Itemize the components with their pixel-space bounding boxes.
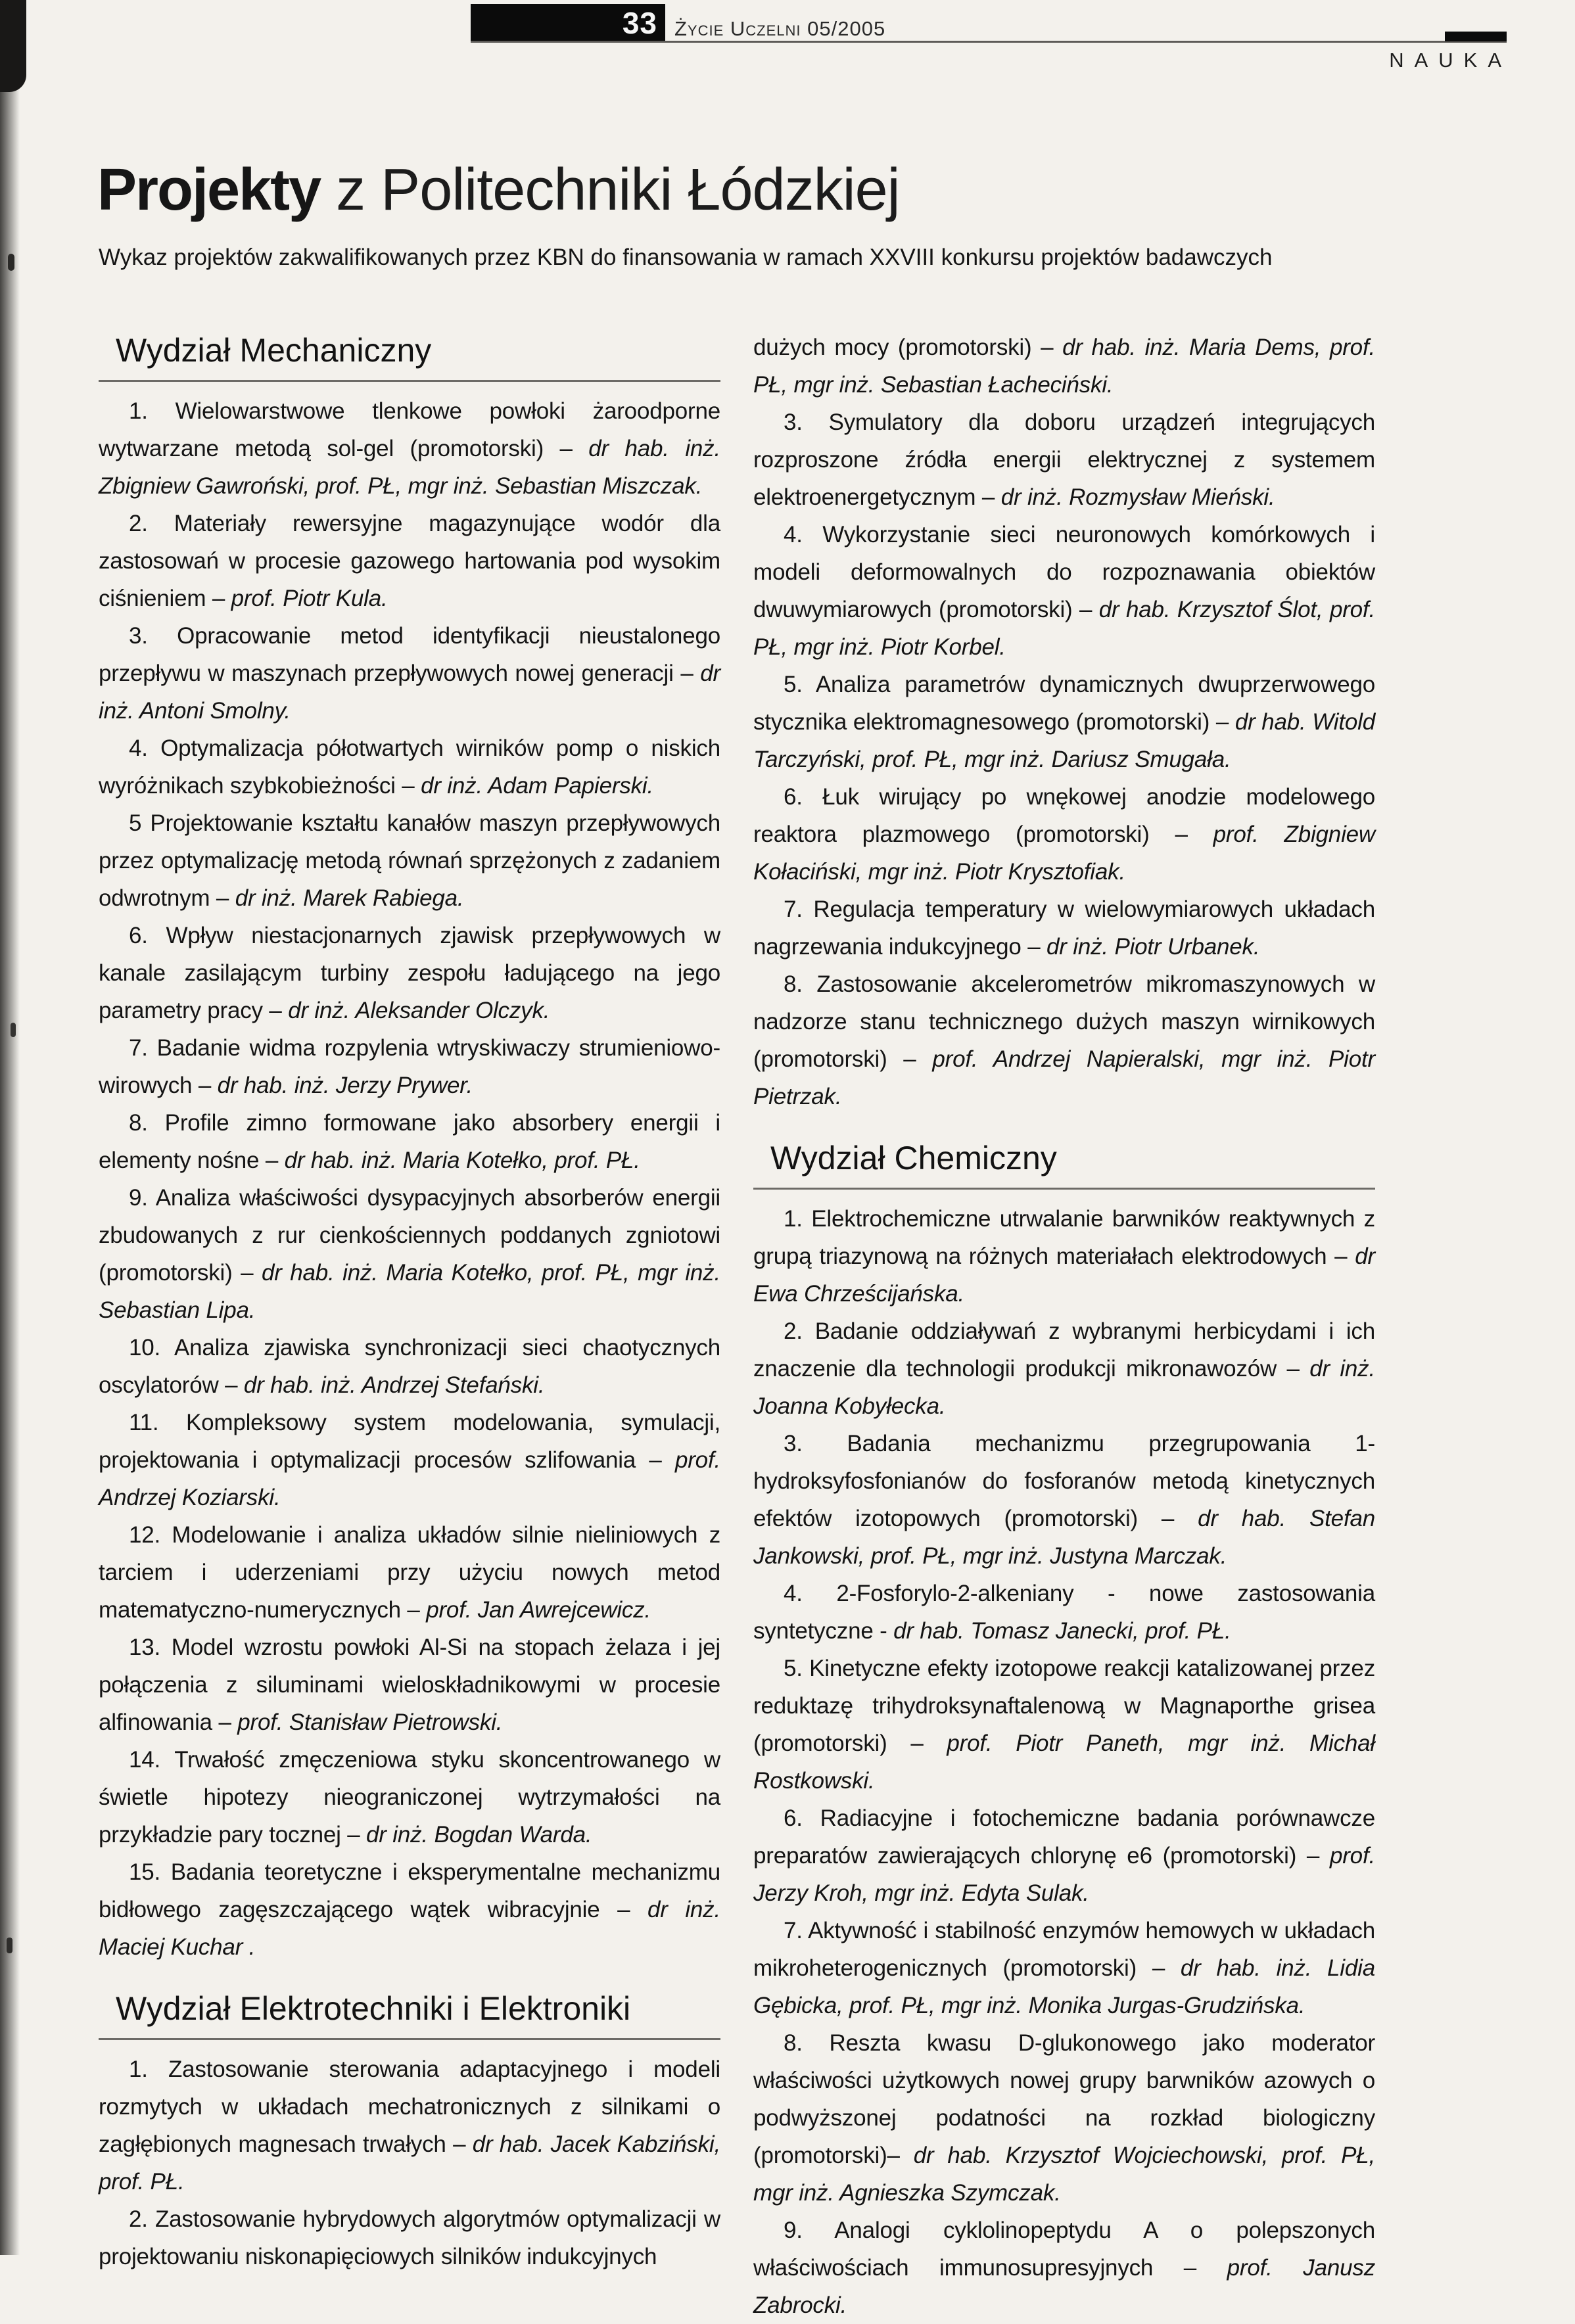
- project-item: [99, 1404, 720, 1516]
- project-item-text: 9. Analogi cyklolinopeptydu A o polepszonych właściwościach immunosupresyjnych –: [753, 2218, 1375, 2281]
- project-item: [753, 1200, 1375, 1313]
- project-item-text: 8. Reszta kwasu D-glukonowego jako moderator właściwości użytkowych nowej grupy barwników azowych o podwyższonej podatności na rozkład biologiczny (promotorski)–: [753, 2030, 1375, 2168]
- project-item: [753, 778, 1375, 891]
- project-item: [99, 2200, 720, 2275]
- project-item-text: 4. Optymalizacja półotwartych wirników pomp o niskich wyróżnikach szybkobieżności –: [99, 735, 720, 799]
- section-black-bar: [1445, 32, 1507, 41]
- project-item-authors: dr inż. Adam Papierski.: [421, 773, 654, 799]
- project-item-text: 4. Wykorzystanie sieci neuronowych komórkowych i modeli deformowalnych do rozpoznawania obiektów dwuwymiarowych (promotorski) –: [753, 522, 1375, 622]
- project-item: [99, 917, 720, 1029]
- project-item-text: 5. Analiza parametrów dynamicznych dwuprzerwowego stycznika elektromagnesowego (promotorski) –: [753, 672, 1375, 735]
- page-number: 33: [622, 6, 657, 40]
- project-item-authors: dr inż. Piotr Urbanek.: [1046, 934, 1260, 960]
- project-item-text: 5. Kinetyczne efekty izotopowe reakcji katalizowanej przez reduktazę trihydroksynaftalenową w Magnaporthe grisea (promotorski) –: [753, 1656, 1375, 1756]
- project-item-text: 7. Regulacja temperatury w wielowymiarowych układach nagrzewania indukcyjnego –: [753, 896, 1375, 960]
- project-item: [99, 2051, 720, 2200]
- project-item: [99, 1329, 720, 1404]
- project-item-authors: prof. Andrzej Koziarski.: [99, 1447, 720, 1510]
- project-item-authors: dr inż. Rozmysław Mieński.: [1000, 484, 1275, 510]
- project-item-text: 1. Wielowarstwowe tlenkowe powłoki żaroodporne wytwarzane metodą sol-gel (promotorski) –: [99, 398, 720, 461]
- project-item-text: 1. Elektrochemiczne utrwalanie barwników reaktywnych z grupą triazynową na różnych materiałach elektrodowych –: [753, 1206, 1375, 1269]
- project-item: [99, 1741, 720, 1853]
- page-subtitle: Wykaz projektów zakwalifikowanych przez KBN do finansowania w ramach XXVIII konkursu projektów badawczych: [99, 244, 1273, 270]
- project-item: [753, 666, 1375, 778]
- project-item: [99, 392, 720, 505]
- project-item: [753, 1425, 1375, 1575]
- project-item: [753, 516, 1375, 666]
- project-item-text: 9. Analiza właściwości dysypacyjnych absorberów energii zbudowanych z rur cienkościennych poddanych zgniotowi (promotorski) –: [99, 1185, 720, 1286]
- section-heading: Wydział Chemiczny: [753, 1139, 1375, 1190]
- project-item-authors: dr hab. inż. Maria Dems, prof. PŁ, mgr inż. Sebastian Łacheciński.: [753, 335, 1376, 398]
- project-item-text: 8. Zastosowanie akcelerometrów mikromaszynowych w nadzorze stanu technicznego dużych maszyn wirnikowych (promotorski) –: [753, 971, 1375, 1072]
- project-item-text: 3. Badania mechanizmu przegrupowania 1-hydroksyfosfonianów do fosforanów metodą kinetycznych efektów izotopowych (promotorski) –: [753, 1431, 1375, 1531]
- project-item-authors: prof. Jerzy Kroh, mgr inż. Edyta Sulak.: [753, 1843, 1375, 1906]
- project-item-authors: dr hab. inż. Maria Kotełko, prof. PŁ, mgr inż. Sebastian Lipa.: [99, 1260, 720, 1323]
- project-item-authors: dr hab. Tomasz Janecki, prof. PŁ.: [893, 1618, 1231, 1644]
- section-heading: Wydział Mechaniczny: [99, 331, 720, 382]
- project-item: [753, 1650, 1375, 1800]
- project-item-text: 4. 2-Fosforylo-2-alkeniany - nowe zastosowania syntetyczne -: [753, 1581, 1375, 1644]
- project-item-authors: dr hab. Stefan Jankowski, prof. PŁ, mgr inż. Justyna Marczak.: [753, 1506, 1375, 1569]
- project-item-text: 2. Zastosowanie hybrydowych algorytmów optymalizacji w projektowaniu niskonapięciowych silników indukcyjnych: [99, 2206, 720, 2269]
- header-rule: [471, 41, 1507, 43]
- project-item-authors: dr inż. Maciej Kuchar .: [99, 1897, 720, 1960]
- project-item-authors: dr inż. Joanna Kobyłecka.: [753, 1356, 1375, 1419]
- project-item-text: 6. Wpływ niestacjonarnych zjawisk przepływowych w kanale zasilającym turbiny zespołu ładującego na jego parametry pracy –: [99, 923, 720, 1023]
- project-item-authors: dr hab. inż. Zbigniew Gawroński, prof. PŁ, mgr inż. Sebastian Miszczak.: [99, 436, 720, 499]
- journal-title: Życie Uczelni 05/2005: [674, 17, 886, 40]
- header-black-bar: [471, 4, 665, 42]
- project-item: [753, 1800, 1375, 1912]
- right-column: [753, 329, 1375, 2324]
- project-item-text: 3. Opracowanie metod identyfikacji nieustalonego przepływu w maszynach przepływowych nowej generacji –: [99, 623, 720, 686]
- project-item-authors: dr hab. inż. Lidia Gębicka, prof. PŁ, mgr inż. Monika Jurgas-Grudzińska.: [753, 1955, 1375, 2018]
- project-item: [99, 1104, 720, 1179]
- section-label: NAUKA: [1389, 49, 1512, 72]
- project-item: [753, 1313, 1375, 1425]
- left-column: [99, 329, 720, 2324]
- page-title-bold: Projekty: [97, 157, 321, 223]
- project-item-text: dużych mocy (promotorski) –: [753, 335, 1063, 360]
- scan-spine-shadow: [0, 0, 20, 2255]
- project-item: [99, 1516, 720, 1629]
- project-item-text: 6. Radiacyjne i fotochemiczne badania porównawcze preparatów zawierających chlorynę e6 (promotorski) –: [753, 1805, 1375, 1869]
- project-item-text: 8. Profile zimno formowane jako absorbery energii i elementy nośne –: [99, 1110, 720, 1173]
- project-item-authors: dr inż. Bogdan Warda.: [366, 1822, 592, 1848]
- project-item-text: 2. Materiały rewersyjne magazynujące wodór dla zastosowań w procesie gazowego hartowania pod wysokim ciśnieniem –: [99, 511, 720, 611]
- project-item: [99, 1179, 720, 1329]
- project-item: [753, 2024, 1375, 2212]
- page-title: [97, 156, 900, 224]
- project-item-text: 15. Badania teoretyczne i eksperymentalne mechanizmu bidłowego zagęszczającego wątek wibracyjnie –: [99, 1859, 720, 1922]
- project-item-text: 13. Model wzrostu powłoki Al-Si na stopach żelaza i jej połączenia z siluminami wieloskładnikowymi w procesie alfinowania –: [99, 1635, 720, 1735]
- project-item-authors: prof. Piotr Paneth, mgr inż. Michał Rostkowski.: [753, 1731, 1375, 1794]
- project-item-authors: prof. Zbigniew Kołaciński, mgr inż. Piotr Krysztofiak.: [753, 822, 1375, 885]
- project-item-text: 10. Analiza zjawiska synchronizacji sieci chaotycznych oscylatorów –: [99, 1335, 720, 1398]
- project-item-authors: prof. Stanisław Pietrowski.: [237, 1709, 503, 1735]
- project-item-authors: prof. Jan Awrejcewicz.: [426, 1597, 651, 1623]
- project-item-authors: dr hab. inż. Maria Kotełko, prof. PŁ.: [284, 1148, 640, 1173]
- project-item-authors: dr hab. Krzysztof Ślot, prof. PŁ, mgr inż. Piotr Korbel.: [753, 597, 1375, 660]
- project-item: [753, 1575, 1375, 1650]
- article-body: [99, 329, 1479, 2324]
- scan-speck: [8, 254, 14, 271]
- project-item: [753, 965, 1375, 1115]
- project-item-text: 6. Łuk wirujący po wnękowej anodzie modelowego reaktora plazmowego (promotorski) –: [753, 784, 1375, 847]
- scan-corner-mark: [0, 0, 26, 92]
- project-item-text: 5 Projektowanie kształtu kanałów maszyn przepływowych przez optymalizację metodą równań sprzężonych z zadaniem odwrotnym –: [99, 810, 720, 911]
- project-item-text: 1. Zastosowanie sterowania adaptacyjnego i modeli rozmytych w układach mechatronicznych z silnikami o zagłębionych magnesach trwałych –: [99, 2057, 720, 2157]
- project-item-authors: prof. Piotr Kula.: [231, 586, 388, 611]
- project-item-text: 12. Modelowanie i analiza układów silnie nieliniowych z tarciem i uderzeniami przy użyciu nowych metod matematyczno-numerycznych –: [99, 1522, 720, 1623]
- project-item-continuation: [753, 329, 1375, 404]
- project-item: [99, 617, 720, 730]
- project-item: [753, 404, 1375, 516]
- project-item-text: 14. Trwałość zmęczeniowa styku skoncentrowanego w świetle hipotezy nieograniczonej wytrzymałości na przykładzie pary tocznej –: [99, 1747, 720, 1848]
- project-item: [99, 1029, 720, 1104]
- project-item-authors: dr hab. inż. Jerzy Prywer.: [217, 1073, 473, 1098]
- scan-speck: [7, 1938, 12, 1953]
- project-item: [99, 505, 720, 617]
- project-item: [99, 730, 720, 804]
- project-item-text: 7. Badanie widma rozpylenia wtryskiwaczy strumieniowo-wirowych –: [99, 1035, 720, 1098]
- scan-speck: [11, 1023, 16, 1037]
- project-item: [753, 891, 1375, 965]
- project-item-authors: dr hab. inż. Andrzej Stefański.: [243, 1372, 545, 1398]
- project-item-authors: dr inż. Antoni Smolny.: [99, 661, 720, 724]
- project-item-authors: dr inż. Marek Rabiega.: [235, 885, 464, 911]
- project-item-text: 11. Kompleksowy system modelowania, symulacji, projektowania i optymalizacji procesów szlifowania –: [99, 1410, 720, 1473]
- project-item-authors: dr hab. Krzysztof Wojciechowski, prof. PŁ, mgr inż. Agnieszka Szymczak.: [753, 2143, 1376, 2206]
- project-item: [99, 1629, 720, 1741]
- project-item-authors: dr inż. Aleksander Olczyk.: [288, 998, 550, 1023]
- project-item-text: 2. Badanie oddziaływań z wybranymi herbicydami i ich znaczenie dla technologii produkcji mikronawozów –: [753, 1318, 1375, 1382]
- project-item-authors: prof. Andrzej Napieralski, mgr inż. Piotr Pietrzak.: [753, 1046, 1375, 1109]
- project-item: [753, 1912, 1375, 2024]
- project-item-text: 3. Symulatory dla doboru urządzeń integrujących rozproszone źródła energii elektrycznej z systemem elektroenergetycznym –: [753, 409, 1375, 510]
- project-item: [753, 2212, 1375, 2324]
- project-item: [99, 804, 720, 917]
- project-item: [99, 1853, 720, 1966]
- page-title-rest: z Politechniki Łódzkiej: [320, 157, 900, 223]
- project-item-authors: dr Ewa Chrześcijańska.: [753, 1243, 1375, 1307]
- project-item-text: 7. Aktywność i stabilność enzymów hemowych w układach mikroheterogenicznych (promotorski) –: [753, 1918, 1375, 1981]
- project-item-authors: dr hab. Jacek Kabziński, prof. PŁ.: [99, 2131, 721, 2195]
- project-item-authors: dr hab. Witold Tarczyński, prof. PŁ, mgr inż. Dariusz Smugała.: [753, 709, 1375, 772]
- section-heading: Wydział Elektrotechniki i Elektroniki: [99, 1989, 720, 2040]
- project-item-authors: prof. Janusz Zabrocki.: [753, 2255, 1375, 2318]
